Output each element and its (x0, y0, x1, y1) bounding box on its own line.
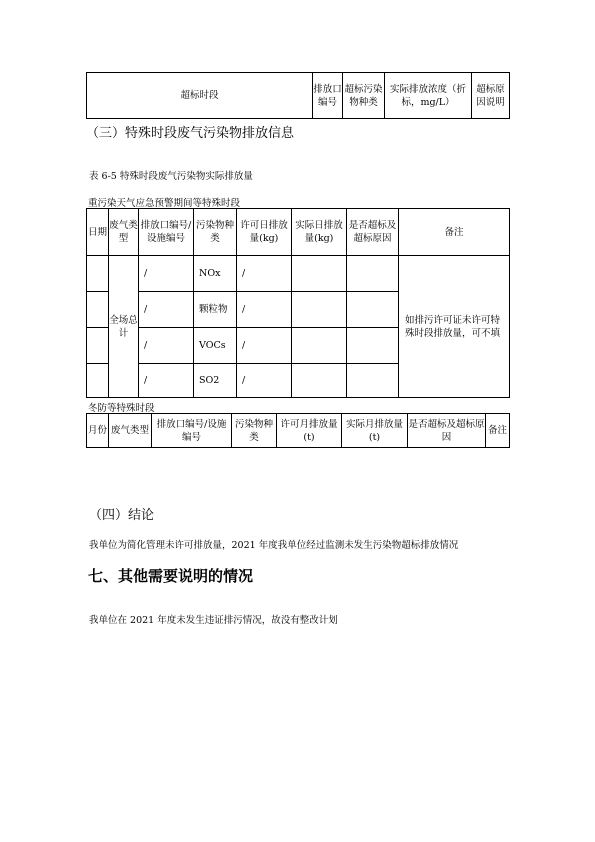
table-subtitle: 重污染天气应急预警期间等特殊时段 (88, 198, 241, 209)
header-month: 月份 (87, 414, 109, 448)
header-note: 备注 (399, 209, 510, 256)
header-pollutant: 超标污染物种类 (343, 73, 385, 119)
permit-cell: / (237, 364, 292, 398)
header-actual-daily: 实际日排放量(kg) (292, 209, 347, 256)
permit-cell: / (237, 292, 292, 328)
header-pollutant: 污染物种类 (194, 209, 237, 256)
section7-text: 我单位在 2021 年度未发生违证排污情况，故没有整改计划 (89, 615, 338, 626)
header-note: 备注 (486, 414, 510, 448)
winter-subtitle: 冬防等特殊时段 (88, 403, 155, 414)
exceedance-table (86, 72, 510, 119)
note-cell: 如排污许可证未许可特殊时段排放量，可不填 (399, 256, 510, 398)
pollutant-cell: SO2 (194, 364, 237, 398)
winter-table (86, 413, 510, 448)
section4-title: （四）结论 (89, 508, 155, 523)
header-outlet-no: 排放口编号 (313, 73, 343, 119)
header-date: 日期 (87, 209, 109, 256)
header-actual-concentration: 实际排放浓度（折标，mg/L） (385, 73, 472, 119)
section4-text: 我单位为简化管理未许可排放量，2021 年度我单位经过监测未发生污染物超标排放情况 (89, 540, 459, 551)
header-outlet: 排放口编号/设施编号 (139, 209, 194, 256)
section3-title: （三）特殊时段废气污染物排放信息 (86, 126, 295, 141)
pollutant-cell: 颗粒物 (194, 292, 237, 328)
permit-cell: / (237, 328, 292, 364)
header-permit-daily: 许可日排放量(kg) (237, 209, 292, 256)
header-gas-type: 废气类型 (109, 209, 139, 256)
header-outlet: 排放口编号/设施编号 (152, 414, 232, 448)
header-period: 超标时段 (87, 73, 313, 119)
special-period-table (86, 208, 510, 398)
outlet-cell: / (139, 328, 194, 364)
header-reason: 超标原因说明 (472, 73, 510, 119)
gas-type-cell: 全场总计 (109, 256, 139, 398)
outlet-cell: / (139, 364, 194, 398)
header-actual-monthly: 实际月排放量(t) (342, 414, 408, 448)
pollutant-cell: NOx (194, 256, 237, 292)
section7-title: 七、其他需要说明的情况 (88, 567, 254, 585)
outlet-cell: / (139, 292, 194, 328)
pollutant-cell: VOCs (194, 328, 237, 364)
header-exceed: 是否超标及超标原因 (347, 209, 399, 256)
header-exceed: 是否超标及超标原因 (408, 414, 486, 448)
permit-cell: / (237, 256, 292, 292)
table-caption: 表 6-5 特殊时段废气污染物实际排放量 (89, 171, 253, 182)
header-pollutant: 污染物种类 (232, 414, 277, 448)
header-gas-type: 废气类型 (109, 414, 152, 448)
outlet-cell: / (139, 256, 194, 292)
table-row (87, 256, 510, 292)
header-permit-monthly: 许可月排放量(t) (277, 414, 342, 448)
